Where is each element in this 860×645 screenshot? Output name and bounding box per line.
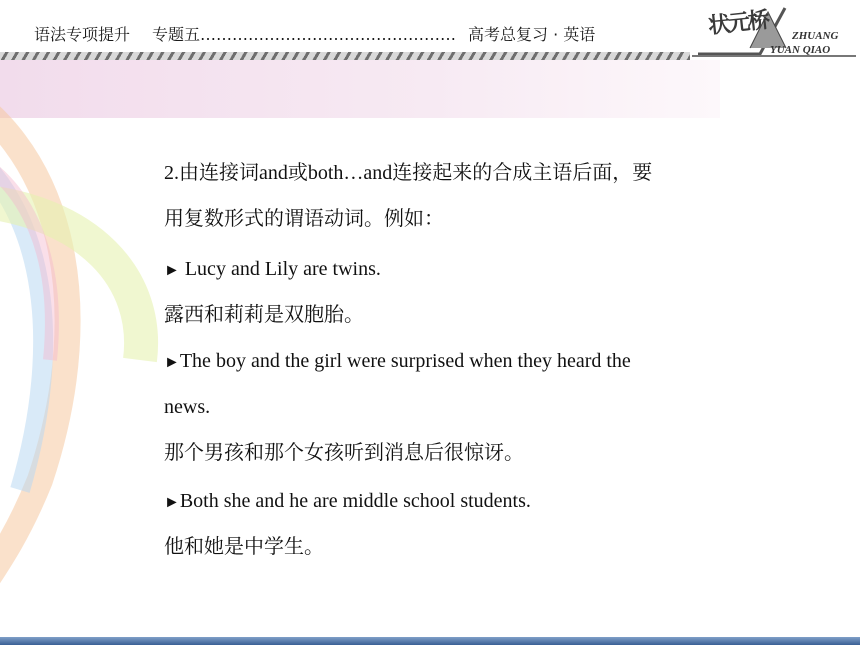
logo xyxy=(690,4,858,58)
example1-english-text: Lucy and Lily are twins. xyxy=(179,258,381,280)
example3-chinese: 他和她是中学生。 xyxy=(164,536,324,558)
example1-chinese: 露西和莉莉是双胞胎。 xyxy=(164,304,364,326)
example2-english-cont: news. xyxy=(164,396,211,418)
bottom-bar xyxy=(0,637,860,645)
example2-chinese: 那个男孩和那个女孩听到消息后很惊讶。 xyxy=(164,442,524,464)
example2-english xyxy=(164,348,631,375)
example1-english xyxy=(164,256,381,283)
logo-chinese-text: 状元桥 xyxy=(707,7,770,40)
header-topic: 专题五 xyxy=(152,25,201,44)
bullet-icon: ► xyxy=(164,262,180,279)
decorative-arcs xyxy=(0,60,160,600)
rule-text-line1: 2.由连接词and或both…and连接起来的合成主语后面，要 xyxy=(164,162,653,184)
bullet-icon: ► xyxy=(164,354,180,371)
header-section: 语法专项提升 xyxy=(34,25,131,44)
rule-text-line2: 用复数形式的谓语动词。例如： xyxy=(164,208,444,230)
header-stripe xyxy=(0,52,690,60)
example3-english-text: Both she and he are middle school students. xyxy=(179,490,531,512)
bullet-icon: ► xyxy=(164,494,180,511)
header-course: 高考总复习 · 英语 xyxy=(468,25,596,44)
header-dots: ………………………………………… xyxy=(200,25,457,44)
example2-english-text: The boy and the girl were surprised when they heard the xyxy=(179,350,631,372)
header-text xyxy=(34,22,595,45)
logo-english-line1: ZHUANG xyxy=(792,30,839,42)
slide-header xyxy=(0,0,860,60)
example3-english xyxy=(164,488,531,515)
logo-english-line2: YUAN QIAO xyxy=(770,44,831,56)
